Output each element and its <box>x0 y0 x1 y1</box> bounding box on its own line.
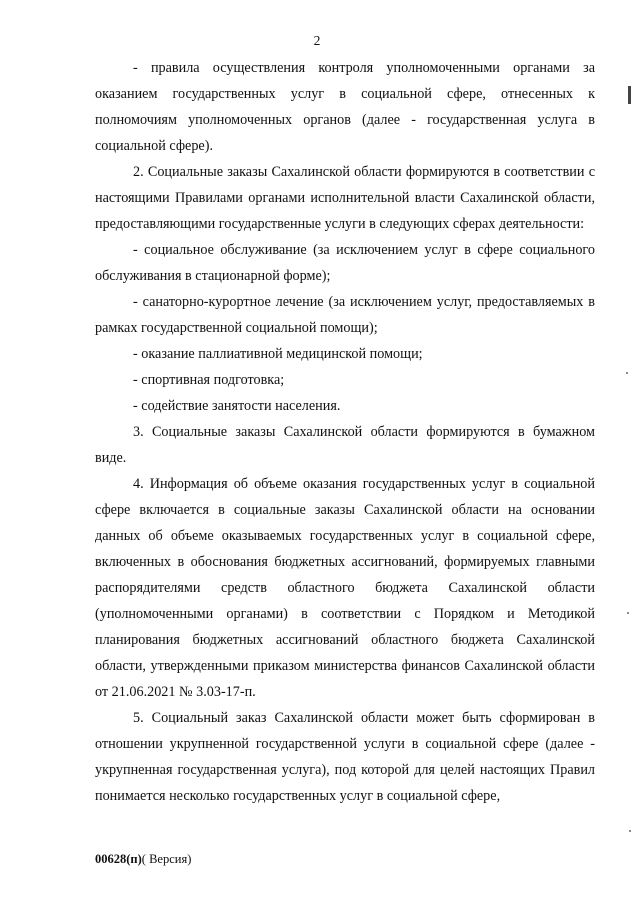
document-body <box>95 55 595 809</box>
doc-code: 00628(п) <box>95 852 142 866</box>
footer-doc-code <box>95 852 191 867</box>
scan-speck <box>629 830 631 832</box>
list-item-sanatorium: - санаторно-курортное лечение (за исключением услуг, предоставляемых в рамках государственной социальной помощи); <box>95 294 595 336</box>
list-item-social-service: - социальное обслуживание (за исключением услуг в сфере социального обслуживания в стационарной форме); <box>95 242 595 284</box>
version-label: ( Версия) <box>141 852 192 866</box>
list-item-sport: - спортивная подготовка; <box>133 372 285 388</box>
scan-speck <box>627 612 629 614</box>
list-item-palliative: - оказание паллиативной медицинской помощи; <box>133 346 423 362</box>
paragraph-4: 4. Информация об объеме оказания государственных услуг в социальной сфере включается в социальные заказы Сахалинской области на основании данных об объеме оказываемых государственных услуг в социальной сфере, включенных в обоснования бюджетных ассигнований, формируемых главными распорядителями средств областного бюджета Сахалинской области (уполномоченными органами) в соответствии с Порядком и Методикой планирования бюджетных ассигнований областного бюджета Сахалинской области, утвержденными приказом министерства финансов Сахалинской области от 21.06.2021 № 3.03-17-п. <box>95 476 595 700</box>
page-number: 2 <box>313 33 321 48</box>
paragraph-3: 3. Социальные заказы Сахалинской области формируются в бумажном виде. <box>95 424 595 466</box>
paragraph-control-rules: - правила осуществления контроля уполномоченными органами за оказанием государственных услуг в социальной сфере, отнесенных к полномочиям уполномоченных органов (далее - государственная услуга в социальной сфере). <box>95 60 595 154</box>
scan-speck <box>626 372 628 374</box>
list-item-employment: - содействие занятости населения. <box>133 398 341 414</box>
paragraph-2: 2. Социальные заказы Сахалинской области формируются в соответствии с настоящими Правилами органами исполнительной власти Сахалинской области, предоставляющими государственные услуги в следующих сферах деятельности: <box>95 164 595 232</box>
paragraph-5: 5. Социальный заказ Сахалинской области может быть сформирован в отношении укрупненной государственной услуги в социальной сфере (далее - укрупненная государственная услуга), под которой для целей настоящих Правил понимается несколько государственных услуг в социальной сфере, <box>95 710 595 804</box>
scan-mark-right <box>628 86 631 104</box>
